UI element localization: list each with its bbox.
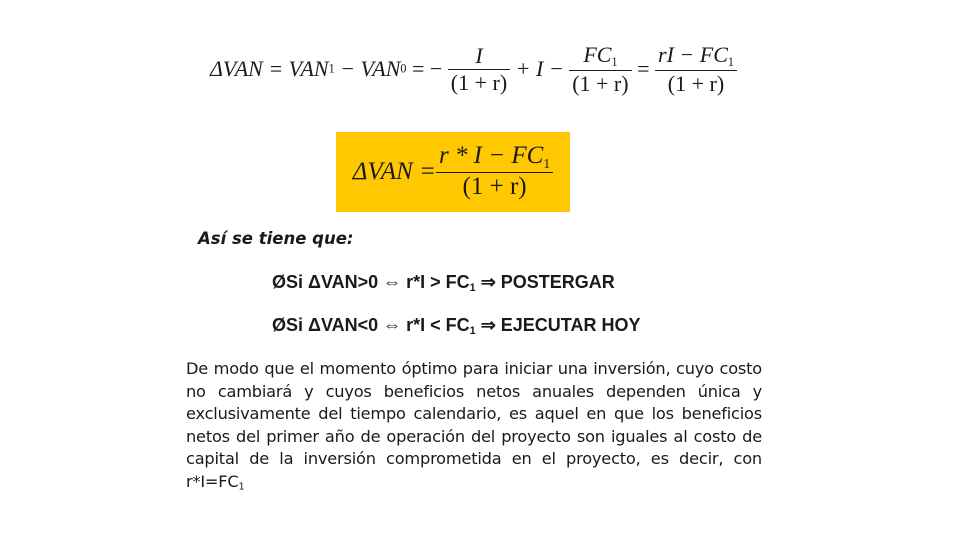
eq2-denominator: (1 + r) [436,172,553,202]
condition-1-text: Si ΔVAN>0 ⇔ r*I > FC [286,272,470,292]
eq1-frac3-numerator [655,42,737,70]
equation-van-result-highlighted [336,132,570,212]
eq2-fraction [436,142,553,201]
eq1-frac1-denominator: (1 + r) [448,69,510,95]
intro-heading: Así se tiene que: [198,229,354,248]
eq1-fraction-cashflow [569,42,631,96]
eq1-equals: = [637,56,656,82]
condition-postpone [272,272,615,294]
eq1-frac2-numerator [569,42,631,70]
condition-2-result: ⇒ EJECUTAR HOY [475,315,641,335]
eq1-fraction-investment [448,43,510,95]
eq1-equals-minus: = − [406,56,448,82]
eq1-plus-i: + I − [515,56,570,82]
eq1-frac3-text: rI − FC [658,42,728,67]
eq2-num-text: r * I − FC [438,142,544,170]
bullet-arrow-icon: Ø [272,272,287,292]
bullet-arrow-icon: Ø [272,315,287,335]
eq1-fraction-result [655,42,737,96]
conclusion-paragraph [186,358,762,499]
condition-1-result: ⇒ POSTERGAR [475,272,615,292]
eq1-frac2-fc: FC [583,42,612,67]
condition-execute-today [272,315,640,337]
eq1-frac1-numerator: I [475,43,483,69]
paragraph-text: De modo que el momento óptimo para iniciar una inversión, cuyo costo no cambiará y cuyos beneficios netos anuales dependen única y exclusivamente del tiempo calendario, es aquel en que los beneficios netos del primer año de operación del proyecto son iguales al costo de capital de la inversión comprometida en el proyecto, es decir, con r*I=FC [186,359,762,491]
condition-2-subscript: 1 [469,325,476,338]
eq1-van0-subscript: 0 [400,61,407,76]
equation-van-difference [210,42,737,96]
condition-2-text: Si ΔVAN<0 ⇔ r*I < FC [286,315,470,335]
eq2-lhs: ΔVAN = [352,158,436,185]
eq2-num-subscript: 1 [543,156,551,172]
eq2-numerator [436,142,553,172]
eq1-frac2-denominator: (1 + r) [569,70,631,96]
eq1-lhs: ΔVAN = VAN [210,56,329,82]
eq1-frac2-subscript: 1 [611,55,618,70]
condition-1-subscript: 1 [469,282,476,295]
paragraph-subscript: 1 [238,481,245,493]
eq1-frac3-subscript: 1 [727,55,734,70]
eq1-van1-subscript: 1 [328,61,335,76]
eq1-frac3-denominator: (1 + r) [655,70,737,96]
eq1-minus-van: − VAN [334,56,401,82]
